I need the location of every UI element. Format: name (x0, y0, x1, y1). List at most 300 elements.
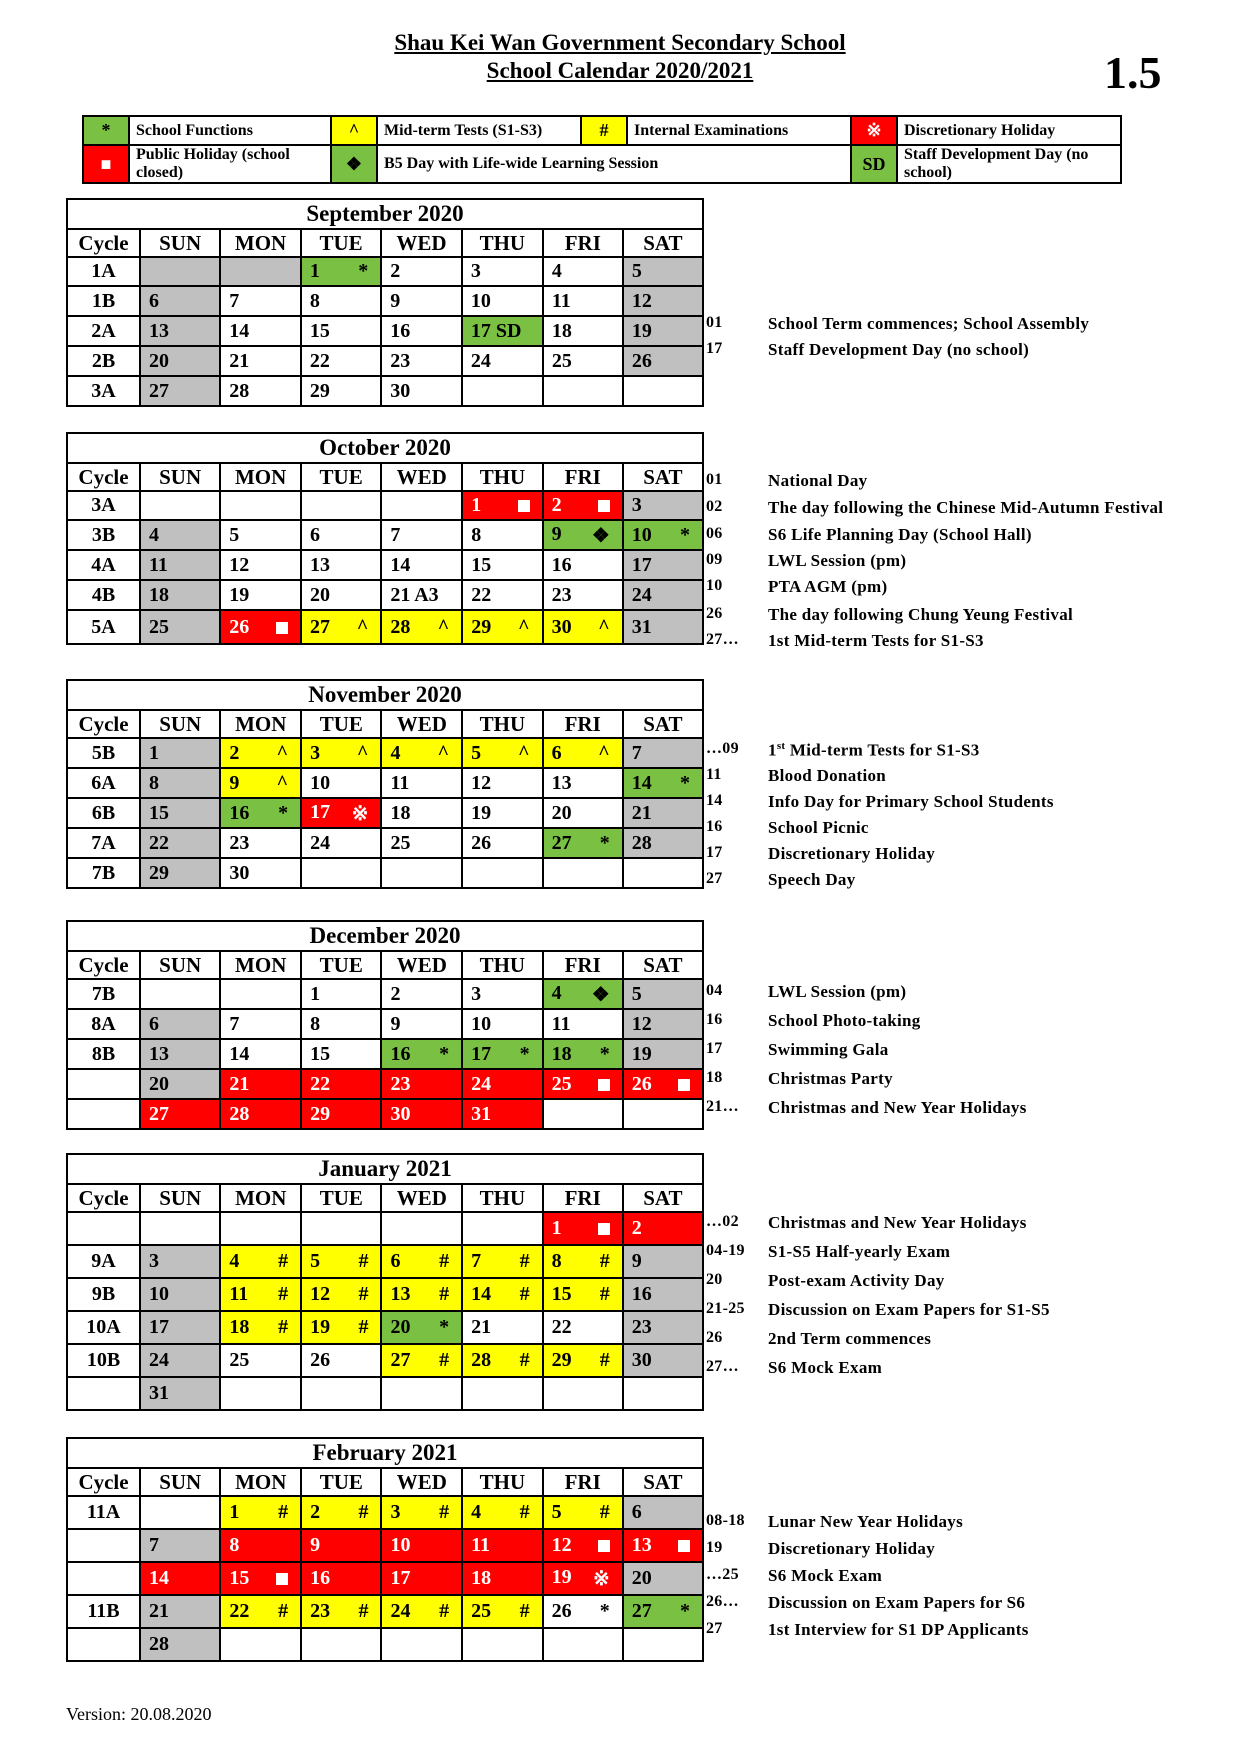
day-cell (220, 1344, 301, 1377)
event-item (706, 1620, 1216, 1642)
day-number: 3 (631, 494, 642, 516)
week-row (67, 491, 703, 520)
page-number: 1.5 (1104, 47, 1162, 98)
day-number: 24 (631, 583, 652, 606)
day-cell (543, 1039, 623, 1069)
event-text: Discussion on Exam Papers for S6 (768, 1593, 1026, 1612)
event-text: School Term commences; School Assembly (768, 314, 1090, 333)
public-holiday-icon (598, 1534, 610, 1557)
day-cell (381, 1099, 462, 1129)
day-cell (220, 768, 301, 798)
event-item (706, 1242, 1216, 1264)
week-row (67, 610, 703, 644)
calendar-february-2021 (66, 1437, 704, 1662)
day-number: 18 (551, 319, 572, 342)
day-cell (220, 738, 301, 768)
cycle-cell: 5B (67, 738, 140, 768)
day-number: 6 (148, 289, 159, 312)
day-cell (543, 798, 623, 828)
week-row (67, 316, 703, 346)
week-row (67, 858, 703, 888)
day-cell (140, 1595, 220, 1628)
event-date: 26 (706, 605, 723, 622)
weekday-sat: SAT (623, 463, 703, 491)
day-cell (623, 1595, 703, 1628)
event-date: 17 (706, 340, 723, 357)
day-number: 30 (631, 1349, 652, 1371)
day-number: 13 (551, 771, 572, 794)
day-cell (220, 858, 301, 888)
day-marker: ^ (598, 615, 610, 638)
week-row (67, 1245, 703, 1278)
day-number: 18 (229, 1316, 250, 1338)
weekday-sat: SAT (623, 1468, 703, 1496)
event-date: 26 (706, 1329, 723, 1346)
day-cell (220, 1377, 301, 1410)
day-cell (301, 346, 381, 376)
public-holiday-icon (678, 1534, 690, 1557)
day-marker: # (278, 1501, 289, 1523)
week-row (67, 979, 703, 1009)
legend-symbol-discretionary: ※ (851, 116, 897, 145)
week-row (67, 828, 703, 858)
week-row (67, 376, 703, 406)
day-cell (381, 520, 462, 550)
event-item (706, 818, 1216, 840)
event-text: LWL Session (pm) (768, 551, 907, 570)
week-row (67, 286, 703, 316)
day-marker: # (599, 1501, 610, 1523)
day-number: 8 (149, 771, 160, 794)
day-number: 27 (149, 1102, 170, 1125)
day-cell (543, 1628, 623, 1661)
event-text: Discussion on Exam Papers for S1-S5 (768, 1300, 1050, 1319)
day-marker: # (519, 1501, 530, 1523)
weekday-sun: SUN (140, 463, 220, 491)
cycle-cell: 1B (67, 286, 140, 316)
day-number: 21 (229, 1072, 250, 1095)
day-marker: * (439, 1316, 450, 1338)
day-marker: ^ (356, 615, 369, 638)
day-marker: # (439, 1250, 450, 1272)
day-cell (462, 1039, 542, 1069)
event-text: The day following the Chinese Mid-Autumn Festival (768, 498, 1164, 517)
event-item (706, 605, 1216, 627)
day-number: 25 (149, 615, 169, 638)
weekday-thu: THU (462, 1468, 542, 1496)
day-cell (543, 1496, 623, 1529)
weekday-fri: FRI (543, 463, 623, 491)
day-cell (623, 798, 703, 828)
day-cell (543, 1377, 623, 1410)
day-cell (140, 580, 220, 610)
day-marker: # (519, 1349, 530, 1371)
day-number: 9 (390, 1012, 401, 1035)
day-cell (543, 1278, 623, 1311)
public-holiday-icon (276, 1567, 288, 1590)
day-number: 7 (229, 289, 240, 312)
day-number: 24 (470, 349, 491, 372)
day-cell (140, 1039, 220, 1069)
day-number: 13 (148, 319, 169, 342)
day-marker: # (439, 1349, 450, 1371)
event-item (706, 766, 1216, 788)
cycle-cell (67, 1212, 140, 1245)
day-cell (543, 1529, 623, 1562)
day-number: 2 (631, 1217, 642, 1239)
weekday-mon: MON (220, 463, 301, 491)
day-number: 29 (471, 615, 492, 638)
event-date: 21-25 (706, 1300, 745, 1317)
month-title: November 2020 (67, 680, 703, 710)
day-cell (381, 798, 462, 828)
day-number: 13 (631, 1534, 652, 1556)
day-number: 31 (149, 1382, 170, 1404)
day-number: 12 (229, 553, 250, 576)
day-cell (140, 346, 220, 376)
event-date: 01 (706, 471, 723, 488)
day-cell (381, 1069, 462, 1099)
day-number: 25 (471, 1600, 492, 1622)
month-title: December 2020 (67, 921, 703, 951)
discretionary-icon: ※ (351, 802, 369, 825)
day-cell (381, 1595, 462, 1628)
day-number: 6 (631, 1501, 642, 1523)
day-marker: ^ (437, 741, 450, 764)
day-number: 26 (471, 831, 492, 854)
day-number: 1 (471, 494, 482, 516)
day-number: 28 (229, 1102, 250, 1125)
day-number: 24 (149, 1349, 170, 1371)
week-row (67, 1311, 703, 1344)
day-number: 22 (551, 1316, 572, 1338)
event-item (706, 982, 1216, 1004)
day-number: 15 (309, 319, 330, 342)
day-cell (220, 1069, 301, 1099)
weekday-header-row (67, 229, 703, 257)
day-cell (220, 286, 301, 316)
event-date: 10 (706, 577, 723, 594)
day-cell (140, 550, 220, 580)
day-cell (543, 376, 623, 406)
day-number: 13 (149, 1042, 170, 1065)
day-number: 12 (631, 289, 652, 312)
day-cell (462, 1377, 542, 1410)
b5-day-icon: ❖ (591, 524, 610, 547)
day-cell (220, 798, 301, 828)
calendar-december-2020 (66, 920, 704, 1130)
weekday-tue: TUE (301, 710, 381, 738)
month-title-row (67, 680, 703, 710)
day-number: 18 (390, 801, 411, 824)
cycle-cell: 4B (67, 580, 140, 610)
week-row (67, 257, 703, 286)
day-number: 16 (390, 319, 411, 342)
weekday-header-row (67, 710, 703, 738)
day-number: 31 (471, 1102, 492, 1125)
day-number: 6 (390, 1250, 401, 1272)
day-number: 30 (390, 379, 411, 402)
cycle-cell: 6B (67, 798, 140, 828)
day-cell (462, 1278, 542, 1311)
day-number: 13 (309, 553, 330, 576)
week-row (67, 1595, 703, 1628)
day-cell (140, 1278, 220, 1311)
day-cell (462, 376, 543, 406)
calendar-november-2020 (66, 679, 704, 889)
day-cell (301, 1039, 381, 1069)
day-cell (220, 1628, 301, 1661)
cycle-cell: 1A (67, 257, 140, 286)
weekday-mon: MON (220, 951, 301, 979)
week-row (67, 520, 703, 550)
day-number: 29 (551, 1349, 572, 1371)
day-cell (140, 1496, 220, 1529)
event-item (706, 870, 1216, 892)
day-cell (623, 610, 703, 644)
day-cell (623, 768, 703, 798)
legend-label-b5-day: B5 Day with Life-wide Learning Session (377, 145, 851, 183)
event-item (706, 631, 1216, 653)
day-cell (140, 768, 220, 798)
day-cell (543, 828, 623, 858)
day-cell (623, 828, 703, 858)
day-marker: * (599, 1042, 610, 1065)
day-number: 20 (390, 1316, 411, 1338)
day-number: 2 (229, 741, 240, 764)
weekday-mon: MON (220, 710, 301, 738)
public-holiday-icon (276, 616, 288, 639)
event-text: Speech Day (768, 870, 856, 889)
event-text (768, 740, 980, 761)
day-number: 23 (551, 583, 572, 606)
day-cell (381, 257, 462, 286)
legend (82, 115, 1122, 184)
event-text: S6 Life Planning Day (School Hall) (768, 525, 1032, 544)
day-cell (462, 520, 542, 550)
day-cell (220, 1496, 301, 1529)
week-row (67, 1212, 703, 1245)
day-number: 22 (149, 831, 170, 854)
event-text: LWL Session (pm) (768, 982, 907, 1001)
week-row (67, 738, 703, 768)
day-cell (543, 346, 623, 376)
day-cell (623, 858, 703, 888)
day-cell (381, 1311, 462, 1344)
week-row (67, 1529, 703, 1562)
weekday-sat: SAT (623, 1184, 703, 1212)
day-number: 8 (310, 1012, 321, 1035)
event-text: Christmas Party (768, 1069, 893, 1088)
day-cell (140, 979, 220, 1009)
weekday-wed: WED (381, 1184, 462, 1212)
event-date: 26… (706, 1593, 739, 1610)
event-date: 04 (706, 982, 723, 999)
weekday-cycle: Cycle (67, 1184, 140, 1212)
legend-symbol-public-holiday: ■ (83, 145, 129, 183)
day-number: 2 (310, 1501, 321, 1523)
day-number: 3 (310, 741, 321, 764)
day-number: 5 (229, 523, 240, 546)
month-title: January 2021 (67, 1154, 703, 1184)
day-number: 19 (631, 319, 652, 342)
day-number: 16 (310, 1567, 331, 1589)
day-number: 17 (149, 1316, 170, 1338)
weekday-fri: FRI (543, 951, 623, 979)
day-cell (462, 1344, 542, 1377)
day-cell (462, 768, 542, 798)
event-date: 16 (706, 1011, 723, 1028)
event-text: Discretionary Holiday (768, 1539, 936, 1558)
day-cell (462, 286, 543, 316)
day-cell (623, 316, 703, 346)
event-item (706, 1593, 1216, 1615)
day-cell (543, 286, 623, 316)
day-cell (543, 491, 623, 520)
day-marker: * (278, 801, 289, 824)
day-number: 28 (149, 1633, 170, 1655)
day-cell (462, 1529, 542, 1562)
day-cell (301, 316, 381, 346)
day-marker: ^ (276, 771, 289, 794)
day-number: 21 (471, 1316, 492, 1338)
event-date: 14 (706, 792, 723, 809)
day-number: 26 (551, 1600, 572, 1622)
day-marker: # (358, 1501, 369, 1523)
day-cell (140, 1344, 220, 1377)
cycle-cell: 9B (67, 1278, 140, 1311)
day-cell (140, 1245, 220, 1278)
day-cell (301, 1595, 381, 1628)
weekday-fri: FRI (543, 710, 623, 738)
public-holiday-icon (678, 1073, 690, 1096)
day-number: 4 (551, 260, 562, 282)
legend-label-midterm: Mid-term Tests (S1-S3) (377, 116, 581, 145)
day-cell (220, 346, 301, 376)
day-number: 16 (390, 1042, 411, 1065)
day-number: 20 (309, 583, 330, 606)
legend-label-public-holiday: Public Holiday (school closed) (129, 145, 331, 183)
day-cell (140, 1009, 220, 1039)
day-number: 17 (310, 800, 331, 823)
day-cell (220, 1595, 301, 1628)
day-cell (301, 768, 381, 798)
day-number: 13 (390, 1283, 411, 1305)
day-cell (462, 979, 542, 1009)
day-cell (381, 1377, 462, 1410)
day-cell (140, 1069, 220, 1099)
day-cell (623, 1099, 703, 1129)
day-number: 17 (390, 1567, 411, 1589)
day-marker: ^ (518, 741, 530, 764)
day-cell (220, 1278, 301, 1311)
day-number: 24 (310, 831, 331, 854)
day-marker: * (519, 1042, 530, 1065)
day-cell (220, 1009, 301, 1039)
day-cell (301, 1562, 381, 1595)
cycle-cell: 10A (67, 1311, 140, 1344)
cycle-cell (67, 1069, 140, 1099)
weekday-tue: TUE (301, 951, 381, 979)
weekday-mon: MON (220, 1184, 301, 1212)
event-date: 16 (706, 818, 723, 835)
day-cell (301, 550, 381, 580)
event-date: 04-19 (706, 1242, 745, 1259)
weekday-cycle: Cycle (67, 1468, 140, 1496)
day-number: 7 (149, 1534, 160, 1556)
day-cell (543, 1311, 623, 1344)
public-holiday-icon (518, 494, 530, 517)
weekday-thu: THU (462, 710, 542, 738)
day-cell (623, 257, 703, 286)
event-item (706, 314, 1216, 336)
day-cell (301, 1099, 381, 1129)
day-cell (220, 550, 301, 580)
event-text: PTA AGM (pm) (768, 577, 888, 596)
day-cell (623, 1496, 703, 1529)
event-item (706, 1213, 1216, 1235)
day-cell (623, 491, 703, 520)
event-text: Christmas and New Year Holidays (768, 1213, 1027, 1232)
calendar-january-2021 (66, 1153, 704, 1411)
day-number: 10 (310, 771, 331, 794)
day-cell (623, 520, 703, 550)
day-cell (543, 738, 623, 768)
week-row (67, 1069, 703, 1099)
day-number: 30 (390, 1102, 411, 1125)
weekday-mon: MON (220, 1468, 301, 1496)
day-number: 2 (551, 494, 562, 516)
day-cell (301, 1344, 381, 1377)
day-cell (623, 580, 703, 610)
cycle-cell (67, 1099, 140, 1129)
event-date: 06 (706, 525, 723, 542)
day-cell (543, 1595, 623, 1628)
day-marker: # (358, 1600, 369, 1622)
day-cell (220, 491, 301, 520)
event-item (706, 1271, 1216, 1293)
day-cell (220, 257, 301, 286)
day-number: 19 (631, 1042, 652, 1065)
day-number: 14 (471, 1283, 492, 1305)
day-cell (462, 858, 542, 888)
day-cell (381, 738, 462, 768)
day-number: 27 (390, 1349, 411, 1371)
day-marker: ^ (518, 615, 530, 638)
public-holiday-icon (598, 494, 610, 517)
weekday-fri: FRI (543, 1184, 623, 1212)
day-cell (220, 1311, 301, 1344)
week-row (67, 550, 703, 580)
event-item (706, 740, 1216, 762)
day-cell (462, 828, 542, 858)
day-cell (543, 858, 623, 888)
cycle-cell (67, 1628, 140, 1661)
event-text-prefix: 1 (768, 740, 777, 760)
event-date: 19 (706, 1539, 723, 1556)
day-cell (140, 610, 220, 644)
day-number: 6 (551, 741, 562, 764)
day-number: 4 (390, 741, 401, 764)
day-cell (623, 1529, 703, 1562)
day-cell (623, 738, 703, 768)
day-cell (140, 1562, 220, 1595)
day-cell (301, 738, 381, 768)
day-number: 29 (309, 379, 330, 402)
day-marker: # (358, 1250, 369, 1272)
calendar-september-2020 (66, 198, 704, 407)
event-date: 27 (706, 870, 723, 887)
